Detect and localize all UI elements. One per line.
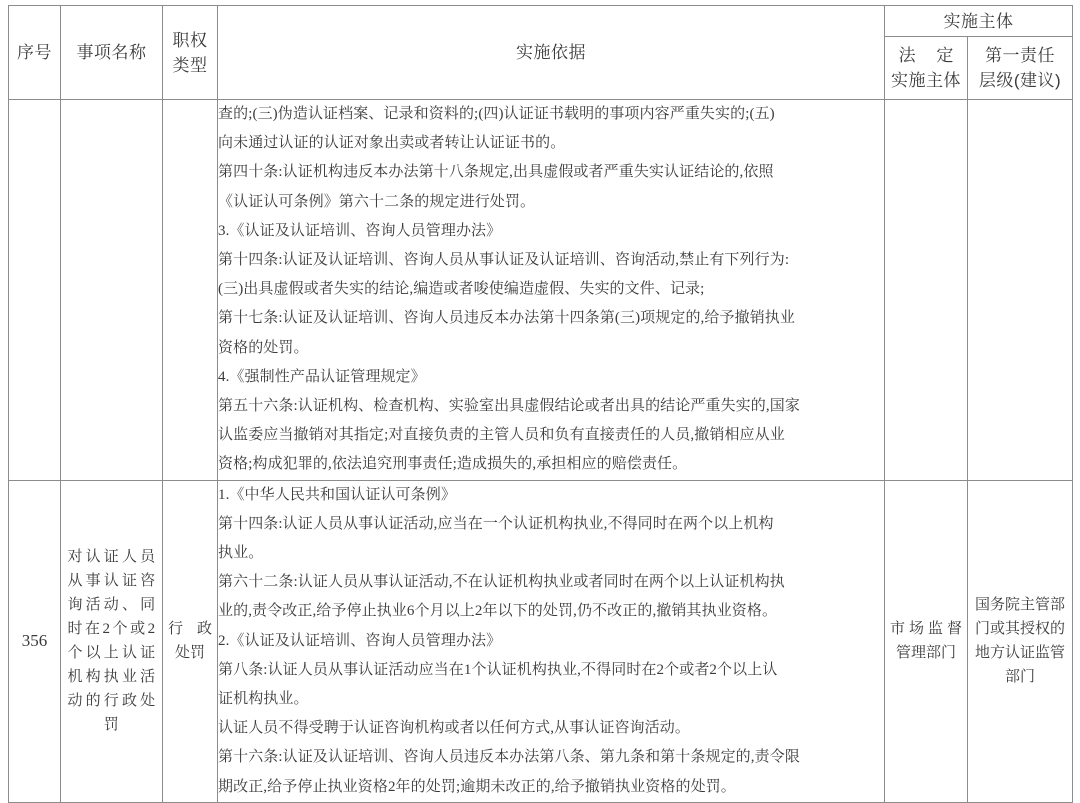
table-row xyxy=(9,100,1073,481)
table-body xyxy=(9,100,1073,803)
basis-line: 向未通过认证的认证对象出卖或者转让认证证书的。 xyxy=(218,135,566,152)
header-first-level-line2: 层级(建议) xyxy=(978,71,1062,90)
header-row-1 xyxy=(9,6,1073,37)
basis-line: 1.《中华人民共和国认证认可条例》 xyxy=(218,486,456,503)
power-list-table xyxy=(8,5,1073,803)
power-type-text: 行政处罚 xyxy=(168,621,212,662)
header-item-name: 事项名称 xyxy=(61,6,163,100)
header-subject-group: 实施主体 xyxy=(885,6,1073,37)
header-power-type xyxy=(163,6,218,100)
basis-line: 3.《认证及认证培训、咨询人员管理办法》 xyxy=(218,222,502,239)
basis-line: 期改正,给予停止执业资格2年的处罚;逾期未改正的,给予撤销执业资格的处罚。 xyxy=(218,778,736,795)
basis-line: 第十四条:认证及认证培训、咨询人员从事认证及认证培训、咨询活动,禁止有下列行为: xyxy=(218,252,790,269)
basis-line: 业的,责令改正,给予停止执业6个月以上2年以下的处罚,仍不改正的,撤销其执业资格。 xyxy=(218,603,778,620)
cell-seq xyxy=(9,100,61,481)
cell-item-name xyxy=(61,100,163,481)
header-power-type-line1: 职权 xyxy=(172,30,208,50)
cell-basis xyxy=(218,100,885,481)
basis-line: 第五十六条:认证机构、检查机构、实验室出具虚假结论或者出具的结论严重失实的,国家 xyxy=(218,398,800,415)
cell-first-level xyxy=(968,100,1073,481)
cell-item-name xyxy=(61,480,163,802)
basis-line: 第四十条:认证机构违反本办法第十八条规定,出具虚假或者严重失实认证结论的,依照 xyxy=(218,164,774,181)
basis-line: 第十四条:认证人员从事认证活动,应当在一个认证机构执业,不得同时在两个以上机构 xyxy=(218,515,774,532)
cell-first-level xyxy=(968,480,1073,802)
header-legal-subject xyxy=(885,37,968,100)
basis-line: 资格;构成犯罪的,依法追究刑事责任;造成损失的,承担相应的赔偿责任。 xyxy=(218,456,688,473)
table-row xyxy=(9,480,1073,802)
basis-line: 第八条:认证人员从事认证活动应当在1个认证机构执业,不得同时在2个或者2个以上认 xyxy=(218,661,778,678)
basis-line: 第十七条:认证及认证培训、咨询人员违反本办法第十四条第(三)项规定的,给予撤销执业 xyxy=(218,310,796,327)
basis-line: (三)出具虚假或者失实的结论,编造或者唆使编造虚假、失实的文件、记录; xyxy=(218,281,705,298)
basis-paragraphs xyxy=(218,481,884,802)
first-level-text: 国务院主管部门或其授权的地方认证监管部门 xyxy=(975,597,1066,686)
table-header xyxy=(9,6,1073,100)
basis-line: 查的;(三)伪造认证档案、记录和资料的;(四)认证证书载明的事项内容严重失实的;(五) xyxy=(218,106,775,122)
basis-line: 第六十二条:认证人员从事认证活动,不在认证机构执业或者同时在两个以上认证机构执 xyxy=(218,574,785,591)
cell-power-type xyxy=(163,100,218,481)
item-name-text: 对认证人员从事认证咨询活动、同时在2个或2个以上认证机构执业活动的行政处罚 xyxy=(67,549,156,734)
basis-line: 资格的处罚。 xyxy=(218,339,309,356)
basis-line: 执业。 xyxy=(218,545,264,562)
header-power-type-line2: 类型 xyxy=(172,55,208,75)
header-legal-subject-line1: 法 定 xyxy=(898,46,962,65)
basis-paragraphs xyxy=(218,100,884,480)
cell-seq: 356 xyxy=(9,480,61,802)
header-legal-subject-line2: 实施主体 xyxy=(891,71,961,90)
cell-legal-subject xyxy=(885,100,968,481)
basis-line: 2.《认证及认证培训、咨询人员管理办法》 xyxy=(218,632,502,649)
legal-subject-text: 市场监督管理部门 xyxy=(890,621,962,662)
header-first-level xyxy=(968,37,1073,100)
basis-line: 认监委应当撤销对其指定;对直接负责的主管人员和负有直接责任的人员,撤销相应从业 xyxy=(218,427,785,444)
cell-legal-subject xyxy=(885,480,968,802)
basis-line: 第十六条:认证及认证培训、咨询人员违反本办法第八条、第九条和第十条规定的,责令限 xyxy=(218,749,800,766)
header-basis: 实施依据 xyxy=(218,6,885,100)
header-first-level-line1: 第一责任 xyxy=(985,46,1055,65)
basis-line: 认证人员不得受聘于认证咨询机构或者以任何方式,从事认证咨询活动。 xyxy=(218,720,690,737)
cell-power-type xyxy=(163,480,218,802)
basis-line: 4.《强制性产品认证管理规定》 xyxy=(218,368,426,385)
cell-basis xyxy=(218,480,885,802)
header-seq: 序号 xyxy=(9,6,61,100)
basis-line: 《认证认可条例》第六十二条的规定进行处罚。 xyxy=(218,193,536,210)
basis-line: 证机构执业。 xyxy=(218,691,309,708)
